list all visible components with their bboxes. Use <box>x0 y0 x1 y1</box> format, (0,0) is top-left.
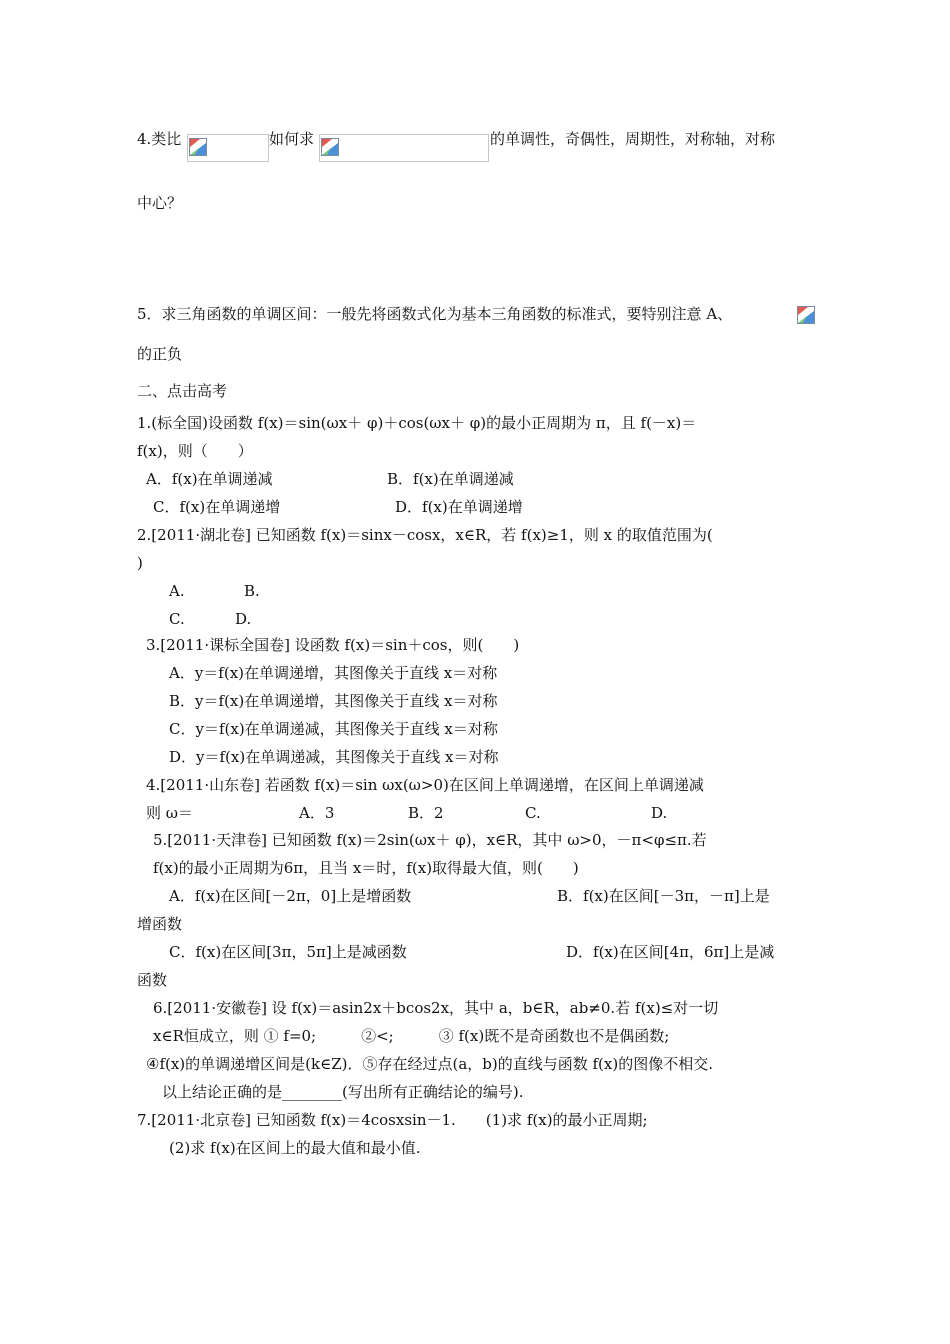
q4-continuation: 中心？ <box>137 194 183 212</box>
p1-option-b: B．f(x)在单调递减 <box>387 470 514 488</box>
p4-stem-line1: 4.[2011·山东卷] 若函数 f(x)＝sin ωx(ω>0)在区间上单调递增，在区间上单调递减 <box>146 776 704 794</box>
p3-option-a: A．y＝f(x)在单调递增，其图像关于直线 x＝对称 <box>169 664 498 682</box>
p1-option-d: D．f(x)在单调递增 <box>395 498 523 516</box>
p6-stem-line1: 6.[2011·安徽卷] 设 f(x)＝asin2x＋bcos2x，其中 a，b∈R，ab≠0.若 f(x)≤对一切 <box>153 999 719 1017</box>
broken-image-icon <box>797 306 815 324</box>
p7-stem-line1: 7.[2011·北京卷] 已知函数 f(x)＝4cosxsin－1. (1)求 f(x)的最小正周期; <box>137 1111 648 1129</box>
p2-option-c: C. <box>169 610 185 628</box>
p6-stem-line4: 以上结论正确的是________(写出所有正确结论的编号). <box>162 1083 524 1101</box>
p3-option-c: C．y＝f(x)在单调递减，其图像关于直线 x＝对称 <box>169 720 498 738</box>
q5-continuation: 的正负 <box>137 345 183 363</box>
p2-option-b: B. <box>244 582 260 600</box>
p5-option-d: D．f(x)在区间[4π，6π]上是减 <box>566 943 775 961</box>
p2-option-d: D. <box>235 610 252 628</box>
p3-stem: 3.[2011·课标全国卷] 设函数 f(x)＝sin＋cos，则( ) <box>146 636 520 654</box>
p1-stem-line1: 1.(标全国)设函数 f(x)＝sin(ωx＋ φ)＋cos(ωx＋ φ)的最小正周期为 π，且 f(－x)＝ <box>137 414 697 432</box>
p4-option-c: C. <box>525 804 541 822</box>
p2-stem-line1: 2.[2011·湖北卷] 已知函数 f(x)＝sinx－cosx，x∈R，若 f(x)≥1，则 x 的取值范围为( <box>137 526 713 544</box>
p3-option-b: B．y＝f(x)在单调递增，其图像关于直线 x＝对称 <box>169 692 498 710</box>
p4-option-a: A．3 <box>299 804 335 822</box>
p1-stem-line2: f(x)，则（ ） <box>137 442 253 460</box>
p5-stem-line2: f(x)的最小正周期为6π，且当 x＝时，f(x)取得最大值，则( ) <box>153 859 579 877</box>
p2-option-a: A. <box>169 582 185 600</box>
p6-stem-line3: ④f(x)的单调递增区间是(k∈Z)．⑤存在经过点(a，b)的直线与函数 f(x)的图像不相交. <box>146 1055 713 1073</box>
p2-stem-line2: ) <box>137 554 143 572</box>
p4-option-b: B．2 <box>408 804 444 822</box>
p5-option-b: B．f(x)在区间[－3π，－π]上是 <box>557 887 770 905</box>
formula-image-2 <box>319 134 489 162</box>
broken-image-icon <box>189 138 207 156</box>
p5-option-c: C．f(x)在区间[3π，5π]上是减函数 <box>169 943 407 961</box>
p5-stem-line1: 5.[2011·天津卷] 已知函数 f(x)＝2sin(ωx＋ φ)，x∈R，其中 ω>0，－π<φ≤π.若 <box>153 831 707 849</box>
q4-mid: 如何求 <box>269 130 315 148</box>
broken-image-icon <box>321 138 339 156</box>
p1-option-c: C．f(x)在单调递增 <box>153 498 281 516</box>
q5-line: 5．求三角函数的单调区间：一般先将函数式化为基本三角函数的标准式，要特别注意 A、 <box>137 305 733 323</box>
p7-stem-line2: (2)求 f(x)在区间上的最大值和最小值. <box>169 1139 421 1157</box>
p4-option-d: D. <box>651 804 668 822</box>
p5-option-a: A．f(x)在区间[－2π，0]上是增函数 <box>169 887 412 905</box>
section-title: 二、点击高考 <box>137 382 228 400</box>
p4-stem-line2: 则 ω＝ <box>146 804 193 822</box>
p5-option-d-cont: 函数 <box>137 971 168 989</box>
p1-option-a: A．f(x)在单调递减 <box>146 470 273 488</box>
p3-option-d: D．y＝f(x)在单调递减，其图像关于直线 x＝对称 <box>169 748 499 766</box>
p5-option-b-cont: 增函数 <box>137 915 183 933</box>
q4-suffix: 的单调性，奇偶性，周期性，对称轴，对称 <box>490 130 776 148</box>
q4-prefix: 4.类比 <box>137 130 182 148</box>
formula-image-1 <box>187 134 269 162</box>
p6-stem-line2: x∈R恒成立，则 ① f=0; ②<; ③ f(x)既不是奇函数也不是偶函数; <box>153 1027 670 1045</box>
